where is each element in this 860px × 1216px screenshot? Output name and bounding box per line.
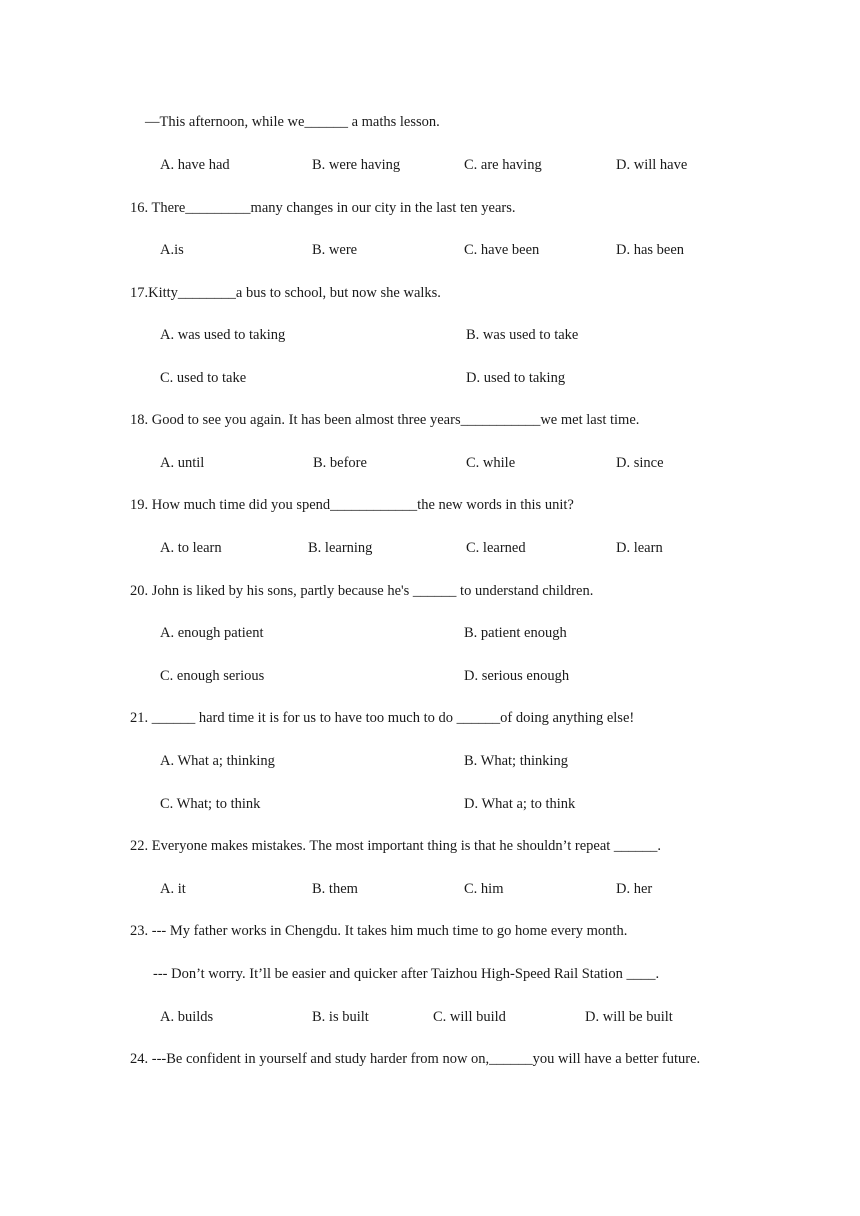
option-a: A. it: [160, 881, 186, 897]
option-d: D. will be built: [585, 1009, 673, 1025]
option-b: B. patient enough: [464, 625, 567, 641]
question-stem: 20. John is liked by his sons, partly because he's ______ to understand children.: [130, 583, 594, 599]
option-d: D. has been: [616, 242, 685, 258]
option-d: D. What a; to think: [464, 796, 576, 812]
option-c: C. learned: [466, 540, 526, 556]
option-b: B. before: [313, 455, 367, 471]
question-stem: 19. How much time did you spend____________the new words in this unit?: [130, 497, 574, 513]
option-c: C. used to take: [160, 370, 247, 386]
question-stem: 23. --- My father works in Chengdu. It takes him much time to go home every month.: [130, 923, 628, 939]
question-stem: —This afternoon, while we______ a maths lesson.: [145, 114, 440, 130]
option-c: C. while: [466, 455, 516, 471]
option-c: C. will build: [433, 1009, 506, 1025]
question-stem: 18. Good to see you again. It has been almost three years___________we met last time.: [130, 412, 640, 428]
question-stem: 17.Kitty________a bus to school, but now she walks.: [130, 285, 441, 301]
option-c: C. enough serious: [160, 668, 265, 684]
option-b: B. is built: [312, 1009, 369, 1025]
option-c: C. him: [464, 881, 504, 897]
option-d: D. will have: [616, 157, 688, 173]
option-b: B. learning: [308, 540, 373, 556]
option-a: A. builds: [160, 1009, 214, 1025]
option-a: A. to learn: [160, 540, 222, 556]
option-b: B. were: [312, 242, 358, 258]
option-a: A. until: [160, 455, 205, 471]
option-c: C. are having: [464, 157, 542, 173]
option-b: B. was used to take: [466, 327, 579, 343]
option-d: D. her: [616, 881, 653, 897]
option-d: D. serious enough: [464, 668, 570, 684]
option-a: A. have had: [160, 157, 230, 173]
option-d: D. used to taking: [466, 370, 566, 386]
question-stem: 22. Everyone makes mistakes. The most important thing is that he shouldn’t repeat ______.: [130, 838, 662, 854]
option-c: C. have been: [464, 242, 540, 258]
option-d: D. since: [616, 455, 664, 471]
option-c: C. What; to think: [160, 796, 261, 812]
question-stem: 16. There_________many changes in our city in the last ten years.: [130, 200, 516, 216]
option-b: B. What; thinking: [464, 753, 569, 769]
option-a: A. What a; thinking: [160, 753, 275, 769]
option-d: D. learn: [616, 540, 663, 556]
question-stem: 21. ______ hard time it is for us to have too much to do ______of doing anything else!: [130, 710, 635, 726]
question-stem: 24. ---Be confident in yourself and study harder from now on,______you will have a better future.: [130, 1051, 701, 1067]
option-a: A. was used to taking: [160, 327, 286, 343]
option-a: A. enough patient: [160, 625, 264, 641]
option-a: A.is: [160, 242, 184, 258]
option-b: B. them: [312, 881, 358, 897]
option-b: B. were having: [312, 157, 401, 173]
question-stem-reply: --- Don’t worry. It’ll be easier and quicker after Taizhou High-Speed Rail Station ____.: [153, 966, 660, 982]
